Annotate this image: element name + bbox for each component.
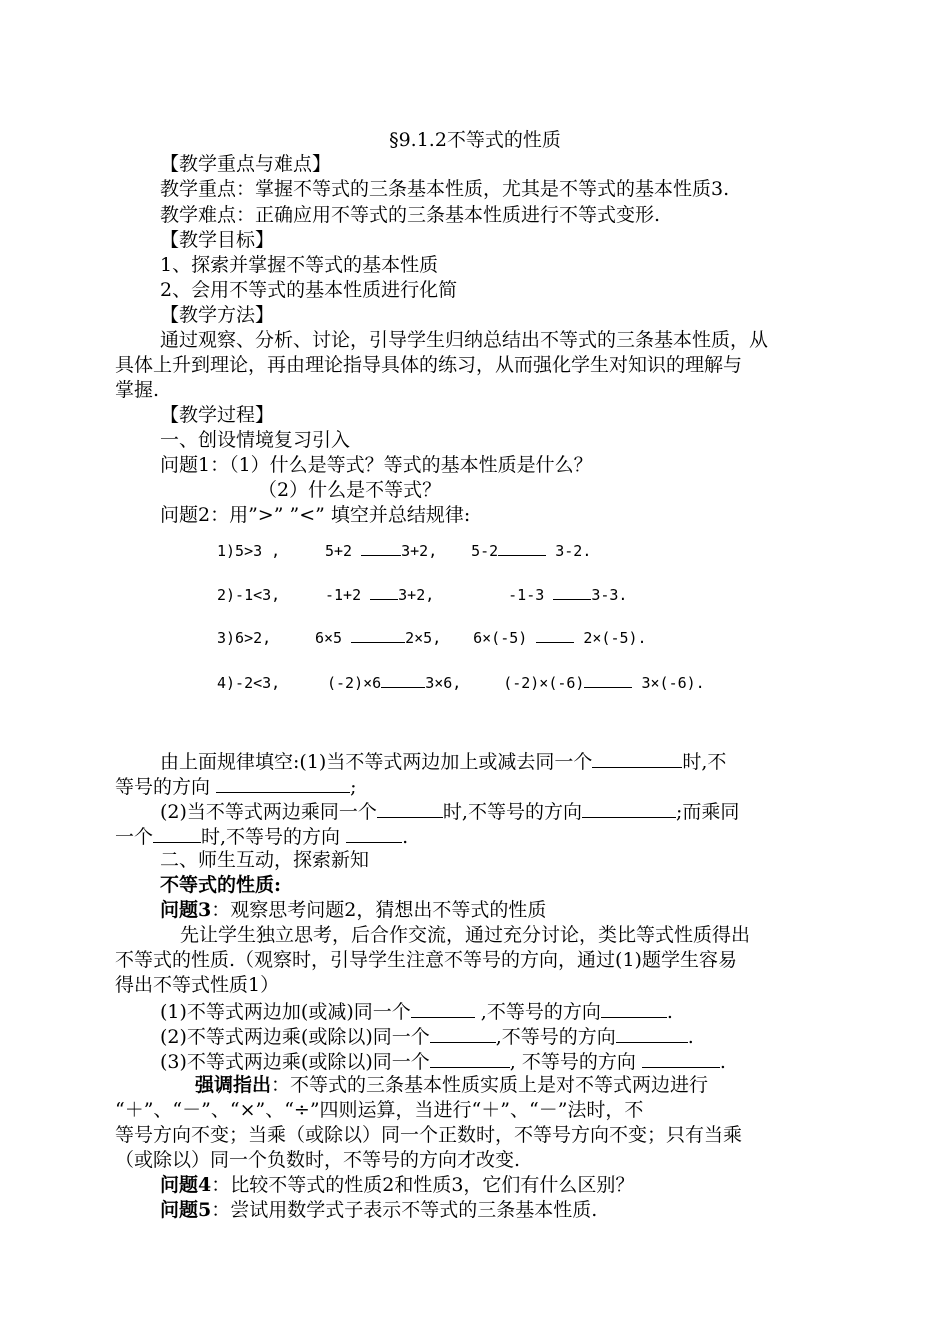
answer-blank[interactable] (346, 823, 402, 843)
property-1 (160, 998, 673, 1024)
exercise-given: 3)6>2, (217, 629, 272, 647)
exercise-right: 3+2, (401, 542, 438, 560)
exercise-given: 2)-1<3, (217, 586, 281, 604)
exercise-given: 1)5>3 , (217, 542, 281, 560)
fill-text: 由上面规律填空:(1)当不等式两边加上或减去同一个 (160, 751, 593, 773)
question-text: ：观察思考问题2，猜想出不等式的性质 (211, 899, 547, 921)
paragraph-line: 先让学生独立思考，后合作交流，通过充分讨论，类比等式性质得出 (180, 924, 751, 946)
method-paragraph: 具体上升到理论，再由理论指导具体的练习，从而强化学生对知识的理解与 (115, 354, 743, 376)
exercise-left: 6×(-5) (473, 629, 528, 647)
answer-blank[interactable] (381, 672, 425, 688)
exercise-left: 6×5 (315, 629, 343, 647)
fill-text: ;而乘同 (675, 801, 740, 823)
process-heading: 【教学过程】 (160, 404, 275, 426)
paragraph-line: 得出不等式性质1） (115, 974, 280, 996)
emphasis-label: 强调指出 (195, 1074, 272, 1096)
key-points-heading: 【教学重点与难点】 (160, 153, 332, 175)
answer-blank[interactable] (592, 748, 682, 768)
question-text: ：比较不等式的性质2和性质3，它们有什么区别？ (211, 1174, 635, 1196)
key-point-text: 教学重点：掌握不等式的三条基本性质，尤其是不等式的基本性质3. (160, 178, 730, 200)
answer-blank[interactable] (536, 627, 574, 643)
question-5 (160, 1198, 597, 1222)
emphasis-line: （或除以）同一个负数时，不等号的方向才改变. (115, 1149, 521, 1171)
fill-text: . (402, 826, 409, 848)
answer-blank[interactable] (582, 798, 676, 818)
question-label: 问题4 (160, 1174, 212, 1196)
answer-blank[interactable] (430, 1023, 496, 1043)
exercise-left: (-2)×6 (327, 674, 382, 692)
property-text: . (719, 1051, 726, 1073)
fill-line (160, 798, 739, 824)
exercise-row (217, 584, 627, 605)
emphasis-text: ：不等式的三条基本性质实质上是对不等式两边进行 (271, 1074, 709, 1096)
fill-text: 时,不等号的方向 (442, 801, 582, 823)
exercise-row (217, 672, 705, 693)
fill-text: 时,不等号的方向 (201, 826, 341, 848)
property-text: (1)不等式两边加(或减)同一个 (160, 1001, 411, 1023)
exercise-right: 3×(-6). (641, 674, 705, 692)
question-1: 问题1：（1）什么是等式？等式的基本性质是什么？ (160, 454, 593, 476)
goals-heading: 【教学目标】 (160, 229, 275, 251)
exercise-left: -1+2 (325, 586, 362, 604)
question-2: 问题2：用”>” ”<” 填空并总结规律: (160, 504, 471, 526)
property-text: , 不等号的方向 (509, 1051, 636, 1073)
property-text: ,不等号的方向 (480, 1001, 601, 1023)
question-1-sub: （2）什么是不等式？ (258, 479, 442, 501)
answer-blank[interactable] (153, 823, 201, 843)
property-text: . (687, 1026, 694, 1048)
fill-text: 时,不 (682, 751, 727, 773)
answer-blank[interactable] (616, 1023, 688, 1043)
property-text: ,不等号的方向 (495, 1026, 616, 1048)
exercise-left: 5-2 (471, 542, 499, 560)
method-heading: 【教学方法】 (160, 304, 275, 326)
part2-heading: 二、师生互动，探索新知 (160, 849, 370, 871)
property-3 (160, 1048, 726, 1074)
fill-line (115, 773, 356, 799)
goal-item: 1、探索并掌握不等式的基本性质 (160, 254, 439, 276)
page-title: §9.1.2不等式的性质 (389, 129, 561, 151)
property-text: . (666, 1001, 673, 1023)
answer-blank[interactable] (601, 998, 667, 1018)
answer-blank[interactable] (498, 540, 546, 556)
emphasis-line (195, 1073, 708, 1097)
fill-text: 一个 (115, 826, 154, 848)
exercise-right: 2×(-5). (583, 629, 647, 647)
answer-blank[interactable] (553, 584, 591, 600)
question-label: 问题3 (160, 899, 212, 921)
answer-blank[interactable] (370, 584, 398, 600)
exercise-right: 3-3. (591, 586, 628, 604)
fill-text: ; (350, 776, 357, 798)
exercise-left: (-2)×(-6) (503, 674, 585, 692)
exercise-right: 3×6, (425, 674, 462, 692)
exercise-left: 5+2 (325, 542, 353, 560)
answer-blank[interactable] (216, 773, 350, 793)
fill-text: (2)当不等式两边乘同一个 (160, 801, 377, 823)
answer-blank[interactable] (411, 998, 475, 1018)
paragraph-line: 不等式的性质.（观察时，引导学生注意不等号的方向，通过(1)题学生容易 (115, 949, 737, 971)
answer-blank[interactable] (430, 1048, 510, 1068)
answer-blank[interactable] (377, 798, 443, 818)
difficulty-text: 教学难点：正确应用不等式的三条基本性质进行不等式变形. (160, 204, 661, 226)
emphasis-line: “＋”、“－”、“×”、“÷”四则运算，当进行“＋”、“－”法时，不 (115, 1099, 644, 1121)
property-text: (2)不等式两边乘(或除以)同一个 (160, 1026, 430, 1048)
part1-heading: 一、创设情境复习引入 (160, 429, 351, 451)
question-3 (160, 898, 546, 922)
answer-blank[interactable] (642, 1048, 720, 1068)
answer-blank[interactable] (584, 672, 632, 688)
method-paragraph: 掌握. (115, 379, 160, 401)
method-paragraph: 通过观察、分析、讨论，引导学生归纳总结出不等式的三条基本性质，从 (160, 329, 769, 351)
goal-item: 2、会用不等式的基本性质进行化简 (160, 279, 458, 301)
exercise-row (217, 627, 647, 648)
answer-blank[interactable] (361, 540, 401, 556)
property-2 (160, 1023, 694, 1049)
properties-heading: 不等式的性质: (160, 874, 282, 896)
exercise-left: -1-3 (508, 586, 545, 604)
answer-blank[interactable] (351, 627, 405, 643)
emphasis-line: 等号方向不变；当乘（或除以）同一个正数时，不等号方向不变；只有当乘 (115, 1124, 743, 1146)
property-text: (3)不等式两边乘(或除以)同一个 (160, 1051, 430, 1073)
fill-text: 等号的方向 (115, 776, 211, 798)
exercise-right: 3-2. (555, 542, 592, 560)
fill-line (160, 748, 726, 774)
question-label: 问题5 (160, 1199, 212, 1221)
question-text: ：尝试用数学式子表示不等式的三条基本性质. (211, 1199, 598, 1221)
fill-line (115, 823, 408, 849)
exercise-right: 3+2, (398, 586, 435, 604)
exercise-given: 4)-2<3, (217, 674, 281, 692)
question-4 (160, 1173, 634, 1197)
exercise-right: 2×5, (405, 629, 442, 647)
exercise-row (217, 540, 591, 561)
